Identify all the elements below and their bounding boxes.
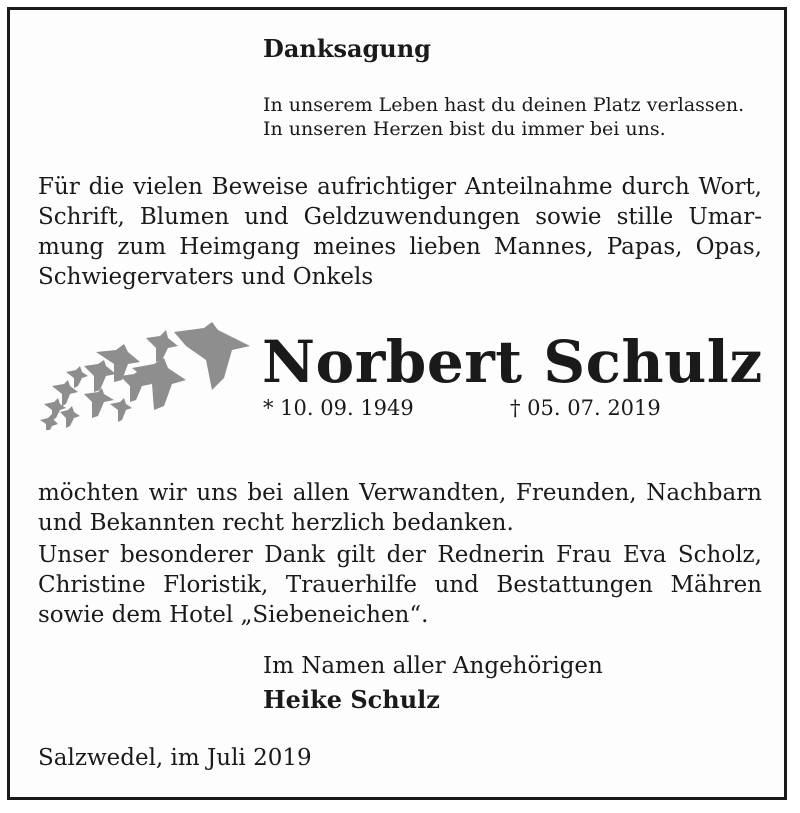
- text-line: mung zum Heimgang meines lieben Mannes, Papas, Opas,: [38, 234, 762, 260]
- motto: [263, 93, 744, 141]
- text-line: sowie dem Hotel „Siebeneichen“.: [38, 602, 429, 628]
- flying-birds-icon: [36, 320, 256, 432]
- place-date: Salzwedel, im Juli 2019: [38, 745, 312, 771]
- deceased-name: Norbert Schulz: [262, 328, 763, 396]
- text-line: Schwiegervaters und Onkels: [38, 264, 374, 290]
- text-line: Für die vielen Beweise aufrichtiger Anteilnahme durch Wort,: [38, 174, 762, 200]
- text-line: Schrift, Blumen und Geldzuwendungen sowie stille Umar-: [38, 204, 762, 230]
- signature-intro: Im Namen aller Angehörigen: [263, 653, 603, 679]
- birth-date: * 10. 09. 1949: [263, 396, 414, 420]
- notice-heading: Danksagung: [263, 34, 431, 63]
- motto-line: In unseren Herzen bist du immer bei uns.: [263, 118, 666, 140]
- signature-name: Heike Schulz: [263, 685, 440, 714]
- text-line: Unser besonderer Dank gilt der Rednerin Frau Eva Scholz,: [38, 542, 762, 568]
- thanks-paragraph: [38, 478, 762, 538]
- death-date: † 05. 07. 2019: [510, 396, 661, 420]
- text-line: und Bekannten recht herzlich bedanken.: [38, 510, 514, 536]
- special-thanks-paragraph: [38, 540, 762, 630]
- text-line: möchten wir uns bei allen Verwandten, Freunden, Nachbarn: [38, 480, 762, 506]
- motto-line: In unserem Leben hast du deinen Platz verlassen.: [263, 94, 745, 116]
- intro-paragraph: [38, 172, 762, 292]
- text-line: Christine Floristik, Trauerhilfe und Bestattungen Mähren: [38, 572, 762, 598]
